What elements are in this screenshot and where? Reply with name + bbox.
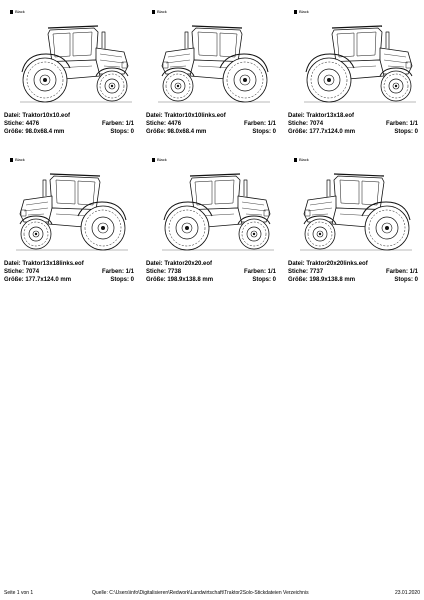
design-preview	[296, 170, 420, 252]
color-count: 1/1	[409, 121, 418, 127]
file-name: Traktor20x20.eof	[164, 261, 213, 267]
label-file: Datei:	[288, 113, 305, 119]
design-size: 98.0x68.4 mm	[25, 129, 65, 135]
design-card[interactable]	[288, 8, 424, 138]
label-size: Größe:	[146, 129, 166, 135]
stop-count: 0	[414, 277, 418, 283]
thread-name: Black	[15, 157, 25, 162]
label-stops: Stops:	[110, 277, 129, 283]
tractor-embroidery-icon	[296, 170, 420, 252]
design-info	[4, 112, 134, 136]
thread-name: Black	[157, 157, 167, 162]
label-stops: Stops:	[394, 129, 413, 135]
thread-color-indicator	[152, 158, 167, 162]
stop-count: 0	[414, 129, 418, 135]
label-size: Größe:	[288, 129, 308, 135]
label-file: Datei:	[146, 261, 163, 267]
label-size: Größe:	[4, 129, 24, 135]
thread-swatch	[294, 158, 297, 162]
thread-color-indicator	[294, 158, 309, 162]
label-file: Datei:	[4, 113, 21, 119]
color-count: 1/1	[125, 269, 134, 275]
thread-name: Black	[157, 9, 167, 14]
design-preview	[296, 22, 420, 104]
label-stitches: Stiche:	[146, 269, 167, 275]
thread-color-indicator	[294, 10, 309, 14]
color-count: 1/1	[267, 269, 276, 275]
thread-swatch	[152, 10, 155, 14]
stop-count: 0	[130, 277, 134, 283]
label-colors: Farben:	[385, 269, 408, 275]
design-info	[146, 260, 276, 284]
design-preview	[154, 22, 278, 104]
thread-name: Black	[15, 9, 25, 14]
file-name: Traktor10x10.eof	[22, 113, 71, 119]
print-date: 23.01.2020	[394, 590, 420, 596]
color-count: 1/1	[409, 269, 418, 275]
design-card[interactable]	[146, 156, 284, 286]
label-stops: Stops:	[110, 129, 129, 135]
thread-color-indicator	[10, 158, 25, 162]
color-count: 1/1	[125, 121, 134, 127]
stitch-count: 7074	[25, 269, 40, 275]
stitch-count: 7737	[309, 269, 324, 275]
label-stops: Stops:	[252, 129, 271, 135]
design-size: 177.7x124.0 mm	[309, 129, 356, 135]
tractor-embroidery-icon	[296, 22, 420, 104]
file-name: Traktor13x18.eof	[306, 113, 355, 119]
thread-swatch	[294, 10, 297, 14]
label-file: Datei:	[288, 261, 305, 267]
thread-color-indicator	[152, 10, 167, 14]
design-card[interactable]	[146, 8, 284, 138]
thread-swatch	[10, 158, 13, 162]
stop-count: 0	[130, 129, 134, 135]
design-preview	[12, 22, 136, 104]
design-size: 98.0x68.4 mm	[167, 129, 207, 135]
design-grid	[4, 8, 420, 286]
label-stitches: Stiche:	[288, 269, 309, 275]
label-colors: Farben:	[385, 121, 408, 127]
design-size: 198.9x138.8 mm	[309, 277, 356, 283]
thread-swatch	[152, 158, 155, 162]
label-size: Größe:	[288, 277, 308, 283]
label-colors: Farben:	[243, 269, 266, 275]
design-preview	[154, 170, 278, 252]
label-size: Größe:	[4, 277, 24, 283]
label-colors: Farben:	[243, 121, 266, 127]
design-card[interactable]	[4, 8, 142, 138]
design-info	[288, 260, 418, 284]
design-size: 198.9x138.8 mm	[167, 277, 214, 283]
label-file: Datei:	[146, 113, 163, 119]
label-stitches: Stiche:	[288, 121, 309, 127]
thread-name: Black	[299, 157, 309, 162]
label-colors: Farben:	[101, 121, 124, 127]
label-colors: Farben:	[101, 269, 124, 275]
stop-count: 0	[272, 277, 276, 283]
tractor-embroidery-icon	[154, 170, 278, 252]
file-name: Traktor20x20links.eof	[306, 261, 368, 267]
tractor-embroidery-icon	[12, 170, 136, 252]
tractor-embroidery-icon	[154, 22, 278, 104]
tractor-embroidery-icon	[12, 22, 136, 104]
label-file: Datei:	[4, 261, 21, 267]
label-stops: Stops:	[394, 277, 413, 283]
thread-swatch	[10, 10, 13, 14]
source-path: Quelle: C:\Users\info\Digitalisieren\Redwork\Landwirtschaft\Traktor2Solo-Stickdateien Verzeichnis	[92, 590, 309, 596]
design-info	[4, 260, 134, 284]
stitch-count: 4476	[167, 121, 182, 127]
label-size: Größe:	[146, 277, 166, 283]
design-card[interactable]	[288, 156, 424, 286]
thread-color-indicator	[10, 10, 25, 14]
design-card[interactable]	[4, 156, 142, 286]
label-stops: Stops:	[252, 277, 271, 283]
design-info	[146, 112, 276, 136]
label-stitches: Stiche:	[146, 121, 167, 127]
design-preview	[12, 170, 136, 252]
stitch-count: 4476	[25, 121, 40, 127]
file-name: Traktor13x18links.eof	[22, 261, 84, 267]
label-stitches: Stiche:	[4, 269, 25, 275]
file-name: Traktor10x10links.eof	[164, 113, 226, 119]
stitch-count: 7738	[167, 269, 182, 275]
page-number: Seite 1 von 1	[4, 590, 34, 596]
label-stitches: Stiche:	[4, 121, 25, 127]
design-size: 177.7x124.0 mm	[25, 277, 72, 283]
stop-count: 0	[272, 129, 276, 135]
thread-name: Black	[299, 9, 309, 14]
design-info	[288, 112, 418, 136]
stitch-count: 7074	[309, 121, 324, 127]
color-count: 1/1	[267, 121, 276, 127]
